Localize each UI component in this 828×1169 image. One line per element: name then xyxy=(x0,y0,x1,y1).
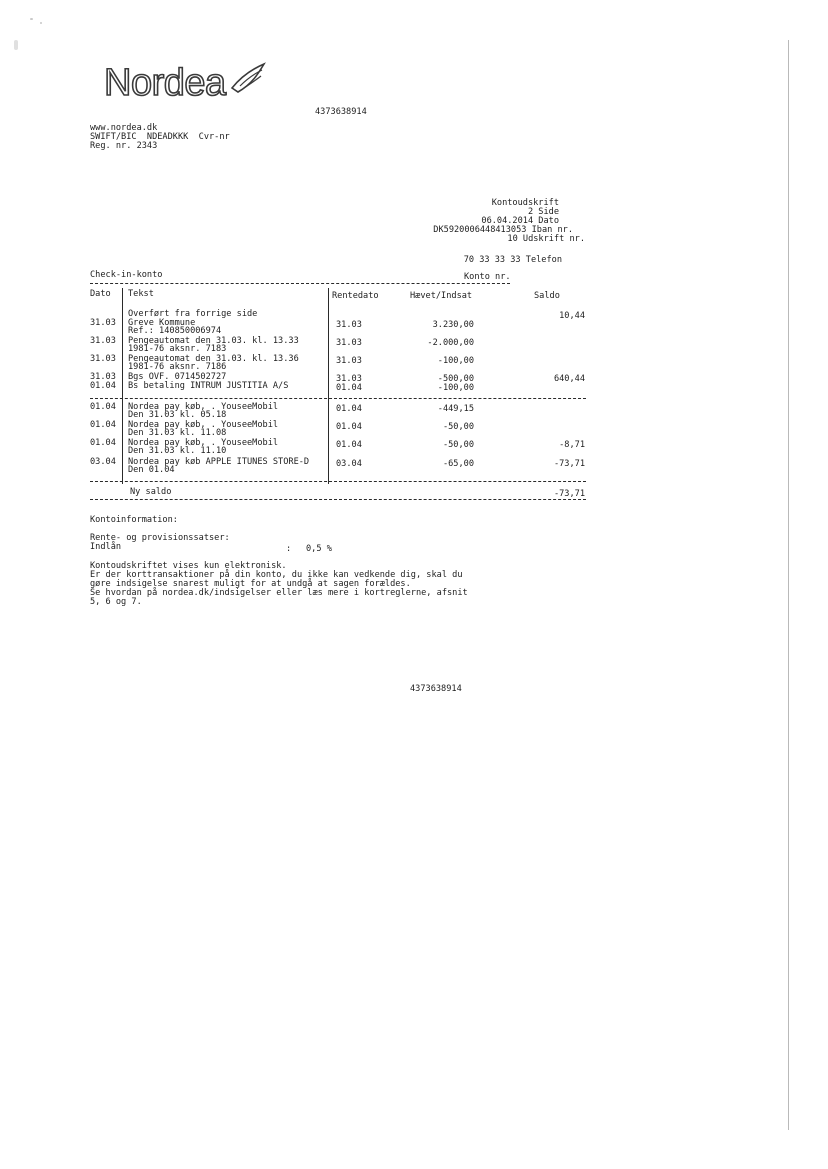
section-rule-1 xyxy=(90,398,586,399)
row-amount: -449,15 xyxy=(437,404,474,414)
ny-saldo-value: -73,71 xyxy=(553,489,585,499)
row-rentedato: 31.03 xyxy=(336,356,362,366)
row-rentedato: 01.04 xyxy=(336,383,362,393)
notice-line: 5, 6 og 7. xyxy=(90,597,142,607)
row-rentedato: 01.04 xyxy=(336,404,362,414)
scan-speck xyxy=(14,40,18,50)
row-rentedato: 31.03 xyxy=(336,338,362,348)
row-dato: 01.04 xyxy=(90,381,116,391)
row-amount: -2.000,00 xyxy=(427,338,474,348)
row-dato: 01.04 xyxy=(90,420,116,430)
account-name: Check-in-konto xyxy=(90,270,163,280)
ny-saldo-label: Ny saldo xyxy=(130,487,172,497)
document-number-bottom: 4373638914 xyxy=(410,684,462,694)
row-tekst: Den 01.04 xyxy=(128,465,175,475)
document-number-top: 4373638914 xyxy=(315,107,367,117)
statement-date: 06.04.2014 Dato xyxy=(481,216,559,226)
col-header-tekst: Tekst xyxy=(128,289,154,299)
row-dato: 01.04 xyxy=(90,438,116,448)
row-dato: 31.03 xyxy=(90,372,116,382)
statement-phone: 70 33 33 33 Telefon xyxy=(463,255,562,265)
row-saldo: -73,71 xyxy=(553,459,585,469)
bank-reg: Reg. nr. 2343 xyxy=(90,141,158,151)
scan-speck xyxy=(40,22,42,24)
row-rentedato: 01.04 xyxy=(336,440,362,450)
rates-title: Rente- og provisionssatser: xyxy=(90,533,230,543)
col-header-dato: Dato xyxy=(90,289,111,299)
row-tekst: Pengeautomat den 31.03. kl. 13.36 xyxy=(128,354,299,364)
col-separator-tekst xyxy=(122,288,123,484)
row-tekst: Nordea pay køb APPLE ITUNES STORE-D xyxy=(128,457,310,467)
col-header-hevet: Hævet/Indsat xyxy=(410,291,473,301)
row-dato: 31.03 xyxy=(90,318,116,328)
indlaan-value: 0,5 % xyxy=(306,544,332,554)
col-header-saldo: Saldo xyxy=(534,291,560,301)
row-amount: -65,00 xyxy=(442,459,474,469)
notice-line: gøre indsigelse snarest muligt for at undgå at sagen forældes. xyxy=(90,579,411,589)
row-amount: -50,00 xyxy=(442,422,474,432)
scan-speck xyxy=(30,18,33,20)
header-rule xyxy=(90,283,510,284)
bank-web: www.nordea.dk xyxy=(90,123,158,133)
row-amount: -100,00 xyxy=(437,356,474,366)
row-tekst: Ref.: 140850006974 xyxy=(128,326,222,336)
row-amount: -100,00 xyxy=(437,383,474,393)
indlaan-label: Indlån xyxy=(90,542,122,552)
row-tekst: Nordea pay køb, . YouseeMobil xyxy=(128,438,279,448)
row-tekst: Bs betaling INTRUM JUSTITIA A/S xyxy=(128,381,289,391)
row-amount: -500,00 xyxy=(437,374,474,384)
row-rentedato: 03.04 xyxy=(336,459,362,469)
nordea-logo-text: Nordea xyxy=(104,62,226,104)
row-tekst: Den 31.03 kl. 05.18 xyxy=(128,410,227,420)
row-amount: 3.230,00 xyxy=(432,320,474,330)
col-header-rentedato: Rentedato xyxy=(332,291,379,301)
row-tekst: Bgs OVF. 0714502727 xyxy=(128,372,227,382)
scan-edge-line xyxy=(788,40,789,1130)
account-number-label: Konto nr. xyxy=(464,272,511,282)
section-rule-2 xyxy=(90,481,586,482)
row-dato: 03.04 xyxy=(90,457,116,467)
row-rentedato: 31.03 xyxy=(336,320,362,330)
statement-title: Kontoudskrift xyxy=(491,198,559,208)
row-tekst: Nordea pay køb, . YouseeMobil xyxy=(128,420,279,430)
row-saldo: 10,44 xyxy=(559,311,585,321)
row-amount: -50,00 xyxy=(442,440,474,450)
info-title: Kontoinformation: xyxy=(90,515,178,525)
row-tekst: Overført fra forrige side xyxy=(128,309,258,319)
row-tekst: 1981-76 aksnr. 7186 xyxy=(128,362,227,372)
row-tekst: Greve Kommune xyxy=(128,318,196,328)
row-tekst: Den 31.03 kl. 11.10 xyxy=(128,446,227,456)
row-dato: 31.03 xyxy=(90,336,116,346)
notice-line: Kontoudskriftet vises kun elektronisk. xyxy=(90,561,287,571)
nordea-sail-icon xyxy=(228,60,268,94)
row-tekst: Den 31.03 kl. 11.08 xyxy=(128,428,227,438)
statement-iban: DK5920006448413053 Iban nr. xyxy=(433,225,573,235)
statement-page: 2 Side xyxy=(527,207,559,217)
row-dato: 01.04 xyxy=(90,402,116,412)
indlaan-separator: : xyxy=(286,544,292,554)
statement-number: 10 Udskrift nr. xyxy=(507,234,585,244)
row-tekst: Pengeautomat den 31.03. kl. 13.33 xyxy=(128,336,299,346)
col-separator-rentedato xyxy=(328,288,329,484)
notice-line: Er der korttransaktioner på din konto, du ikke kan vedkende dig, skal du xyxy=(90,570,463,580)
bank-swift: SWIFT/BIC NDEADKKK Cvr-nr xyxy=(90,132,230,142)
row-rentedato: 31.03 xyxy=(336,374,362,384)
row-rentedato: 01.04 xyxy=(336,422,362,432)
row-tekst: 1981-76 aksnr. 7183 xyxy=(128,344,227,354)
row-dato: 31.03 xyxy=(90,354,116,364)
row-saldo: 640,44 xyxy=(553,374,585,384)
row-saldo: -8,71 xyxy=(559,440,585,450)
row-tekst: Nordea pay køb, . YouseeMobil xyxy=(128,402,279,412)
section-rule-3 xyxy=(90,499,586,500)
notice-line: Se hvordan på nordea.dk/indsigelser eller læs mere i kortreglerne, afsnit xyxy=(90,588,468,598)
